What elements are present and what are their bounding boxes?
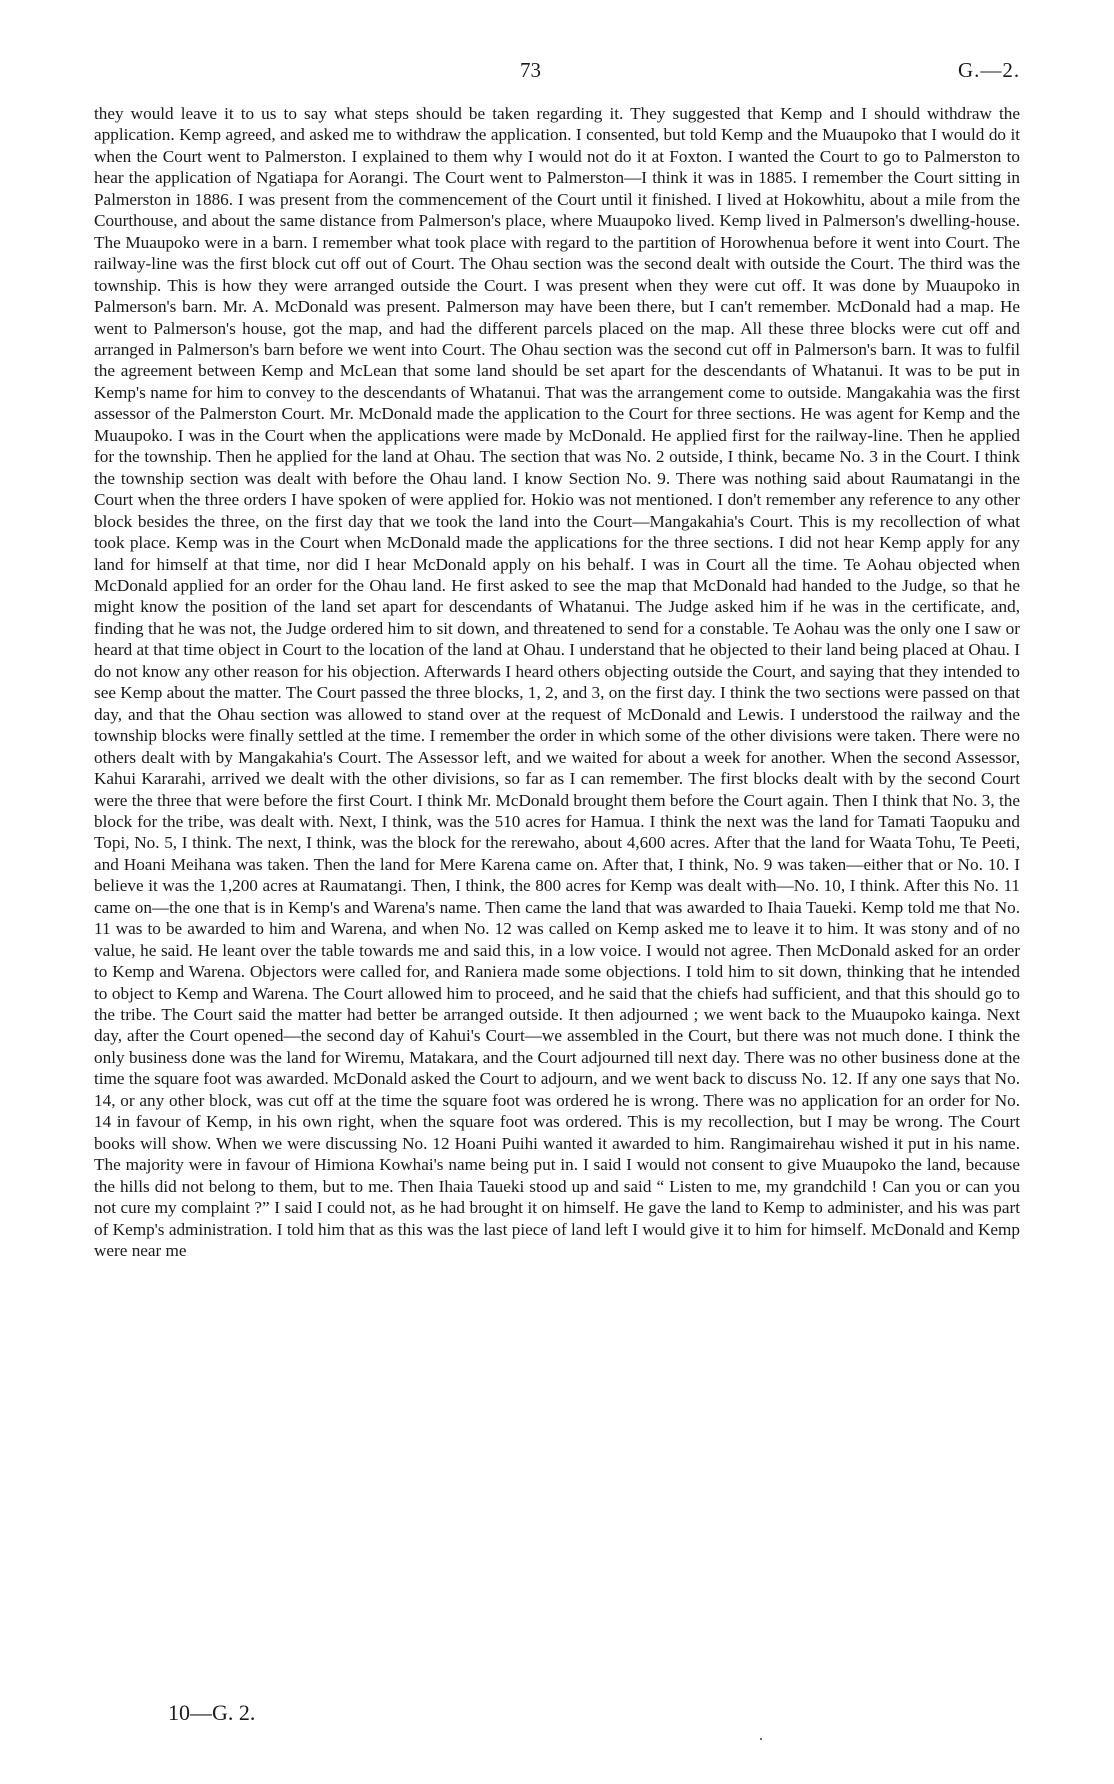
body-text [94,103,1020,1261]
sheet-signature: 10—G. 2. [168,1700,256,1725]
scan-speck [760,1738,762,1740]
page-number: 73 [520,58,541,82]
page-header [0,58,1114,88]
paper-reference: G.—2. [958,58,1021,82]
paragraph: they would leave it to us to say what steps should be taken regarding it. They suggested that Kemp and I should withdraw the application. Kemp agreed, and asked me to withdraw the application. I consented, but told Kemp and the Muaupoko that I would do it when the Court went to Palmerston. I explained to them why I would not do it at Foxton. I wanted the Court to go to Palmerston to hear the application of Ngatiapa for Aorangi. The Court went to Palmerston—I think it was in 1885. I remember the Court sitting in Palmerston in 1886. I was present from the commencement of the Court until it finished. I lived at Hokowhitu, about a mile from the Courthouse, and about the same distance from Palmerson's place, where Muaupoko lived. Kemp lived in Palmerson's dwelling-house. The Muaupoko were in a barn. I remember what took place with regard to the partition of Horowhenua before it went into Court. The railway-line was the first block cut off out of Court. The Ohau section was the second dealt with outside the Court. The third was the township. This is how they were arranged outside the Court. I was present when they were cut off. It was done by Muaupoko in Palmerson's barn. Mr. A. McDonald was present. Palmerson may have been there, but I can't remember. McDonald had a map. He went to Palmerson's house, got the map, and had the different parcels placed on the map. All these three blocks were cut off and arranged in Palmerson's barn before we went into Court. The Ohau section was the second cut off in Palmerson's barn. It was to fulfil the agreement between Kemp and McLean that some land should be set apart for the descendants of Whatanui. It was to be put in Kemp's name for him to convey to the descendants of Whatanui. That was the arrangement come to outside. Mangakahia was the first assessor of the Palmerston Court. Mr. McDonald made the application to the Court for three sections. He was agent for Kemp and the Muaupoko. I was in the Court when the applications were made by McDonald. He applied first for the railway-line. Then he applied for the township. Then he applied for the land at Ohau. The section that was No. 2 outside, I think, became No. 3 in the Court. I think the township section was dealt with before the Ohau land. I know Section No. 9. There was nothing said about Raumatangi in the Court when the three orders I have spoken of were applied for. Hokio was not mentioned. I don't remember any reference to any other block besides the three, on the first day that we took the land into the Court—Mangakahia's Court. This is my recollection of what took place. Kemp was in the Court when McDonald made the applications for the three sections. I did not hear Kemp apply for any land for himself at that time, nor did I hear McDonald apply on his behalf. I was in Court all the time. Te Aohau objected when McDonald applied for an order for the Ohau land. He first asked to see the map that McDonald had handed to the Judge, so that he might know the position of the land set apart for descendants of Whatanui. The Judge asked him if he was in the certificate, and, finding that he was not, the Judge ordered him to sit down, and threatened to send for a constable. Te Aohau was the only one I saw or heard at that time object in Court to the location of the land at Ohau. I understand that he objected to their land being placed at Ohau. I do not know any other reason for his objection. Afterwards I heard others objecting outside the Court, and saying that they intended to see Kemp about the matter. The Court passed the three blocks, 1, 2, and 3, on the first day. I think the two sections were passed on that day, and that the Ohau section was allowed to stand over at the request of McDonald and Lewis. I understood the railway and the township blocks were finally settled at the time. I remember the order in which some of the other divisions were taken. There were no others dealt with by Mangakahia's Court. The Assessor left, and we waited for about a week for another. When the second Assessor, Kahui Kararahi, arrived we dealt with the other divisions, so far as I can remember. The first blocks dealt with by the second Court were the three that were before the first Court. I think Mr. McDonald brought them before the Court again. Then I think that No. 3, the block for the tribe, was dealt with. Next, I think, was the 510 acres for Hamua. I think the next was the land for Tamati Taopuku and Topi, No. 5, I think. The next, I think, was the block for the rerewaho, about 4,600 acres. After that the land for Waata Tohu, Te Peeti, and Hoani Meihana was taken. Then the land for Mere Karena came on. After that, I think, No. 9 was taken—either that or No. 10. I believe it was the 1,200 acres at Raumatangi. Then, I think, the 800 acres for Kemp was dealt with—No. 10, I think. After this No. 11 came on—the one that is in Kemp's and Warena's name. Then came the land that was awarded to Ihaia Taueki. Kemp told me that No. 11 was to be awarded to him and Warena, and when No. 12 was called on Kemp asked me to leave it to him. It was stony and of no value, he said. He leant over the table towards me and said this, in a low voice. I would not agree. Then McDonald asked for an order to Kemp and Warena. Objectors were called for, and Raniera made some objections. I told him to sit down, thinking that he intended to object to Kemp and Warena. The Court allowed him to proceed, and he said that the chiefs had sufficient, and that this should go to the tribe. The Court said the matter had better be arranged outside. It then adjourned ; we went back to the Muaupoko kainga. Next day, after the Court opened—the second day of Kahui's Court—we assembled in the Court, but there was not much done. I think the only business done was the land for Wiremu, Matakara, and the Court adjourned till next day. There was no other business done at the time the square foot was awarded. McDonald asked the Court to adjourn, and we went back to discuss No. 12. If any one says that No. 14, or any other block, was cut off at the time the square foot was ordered he is wrong. There was no application for an order for No. 14 in favour of Kemp, in his own right, when the square foot was ordered. This is my recollection, but I may be wrong. The Court books will show. When we were discussing No. 12 Hoani Puihi wanted it awarded to him. Rangimairehau wished it put in his name. The majority were in favour of Himiona Kowhai's name being put in. I said I would not consent to give Muaupoko the land, because the hills did not belong to them, but to me. Then Ihaia Taueki stood up and said “ Listen to me, my grandchild ! Can you or can you not cure my complaint ?” I said I could not, as he had brought it on himself. He gave the land to Kemp to administer, and his was part of Kemp's administration. I told him that as this was the last piece of land left I would give it to him for himself. McDonald and Kemp were near me [94,104,1020,1261]
